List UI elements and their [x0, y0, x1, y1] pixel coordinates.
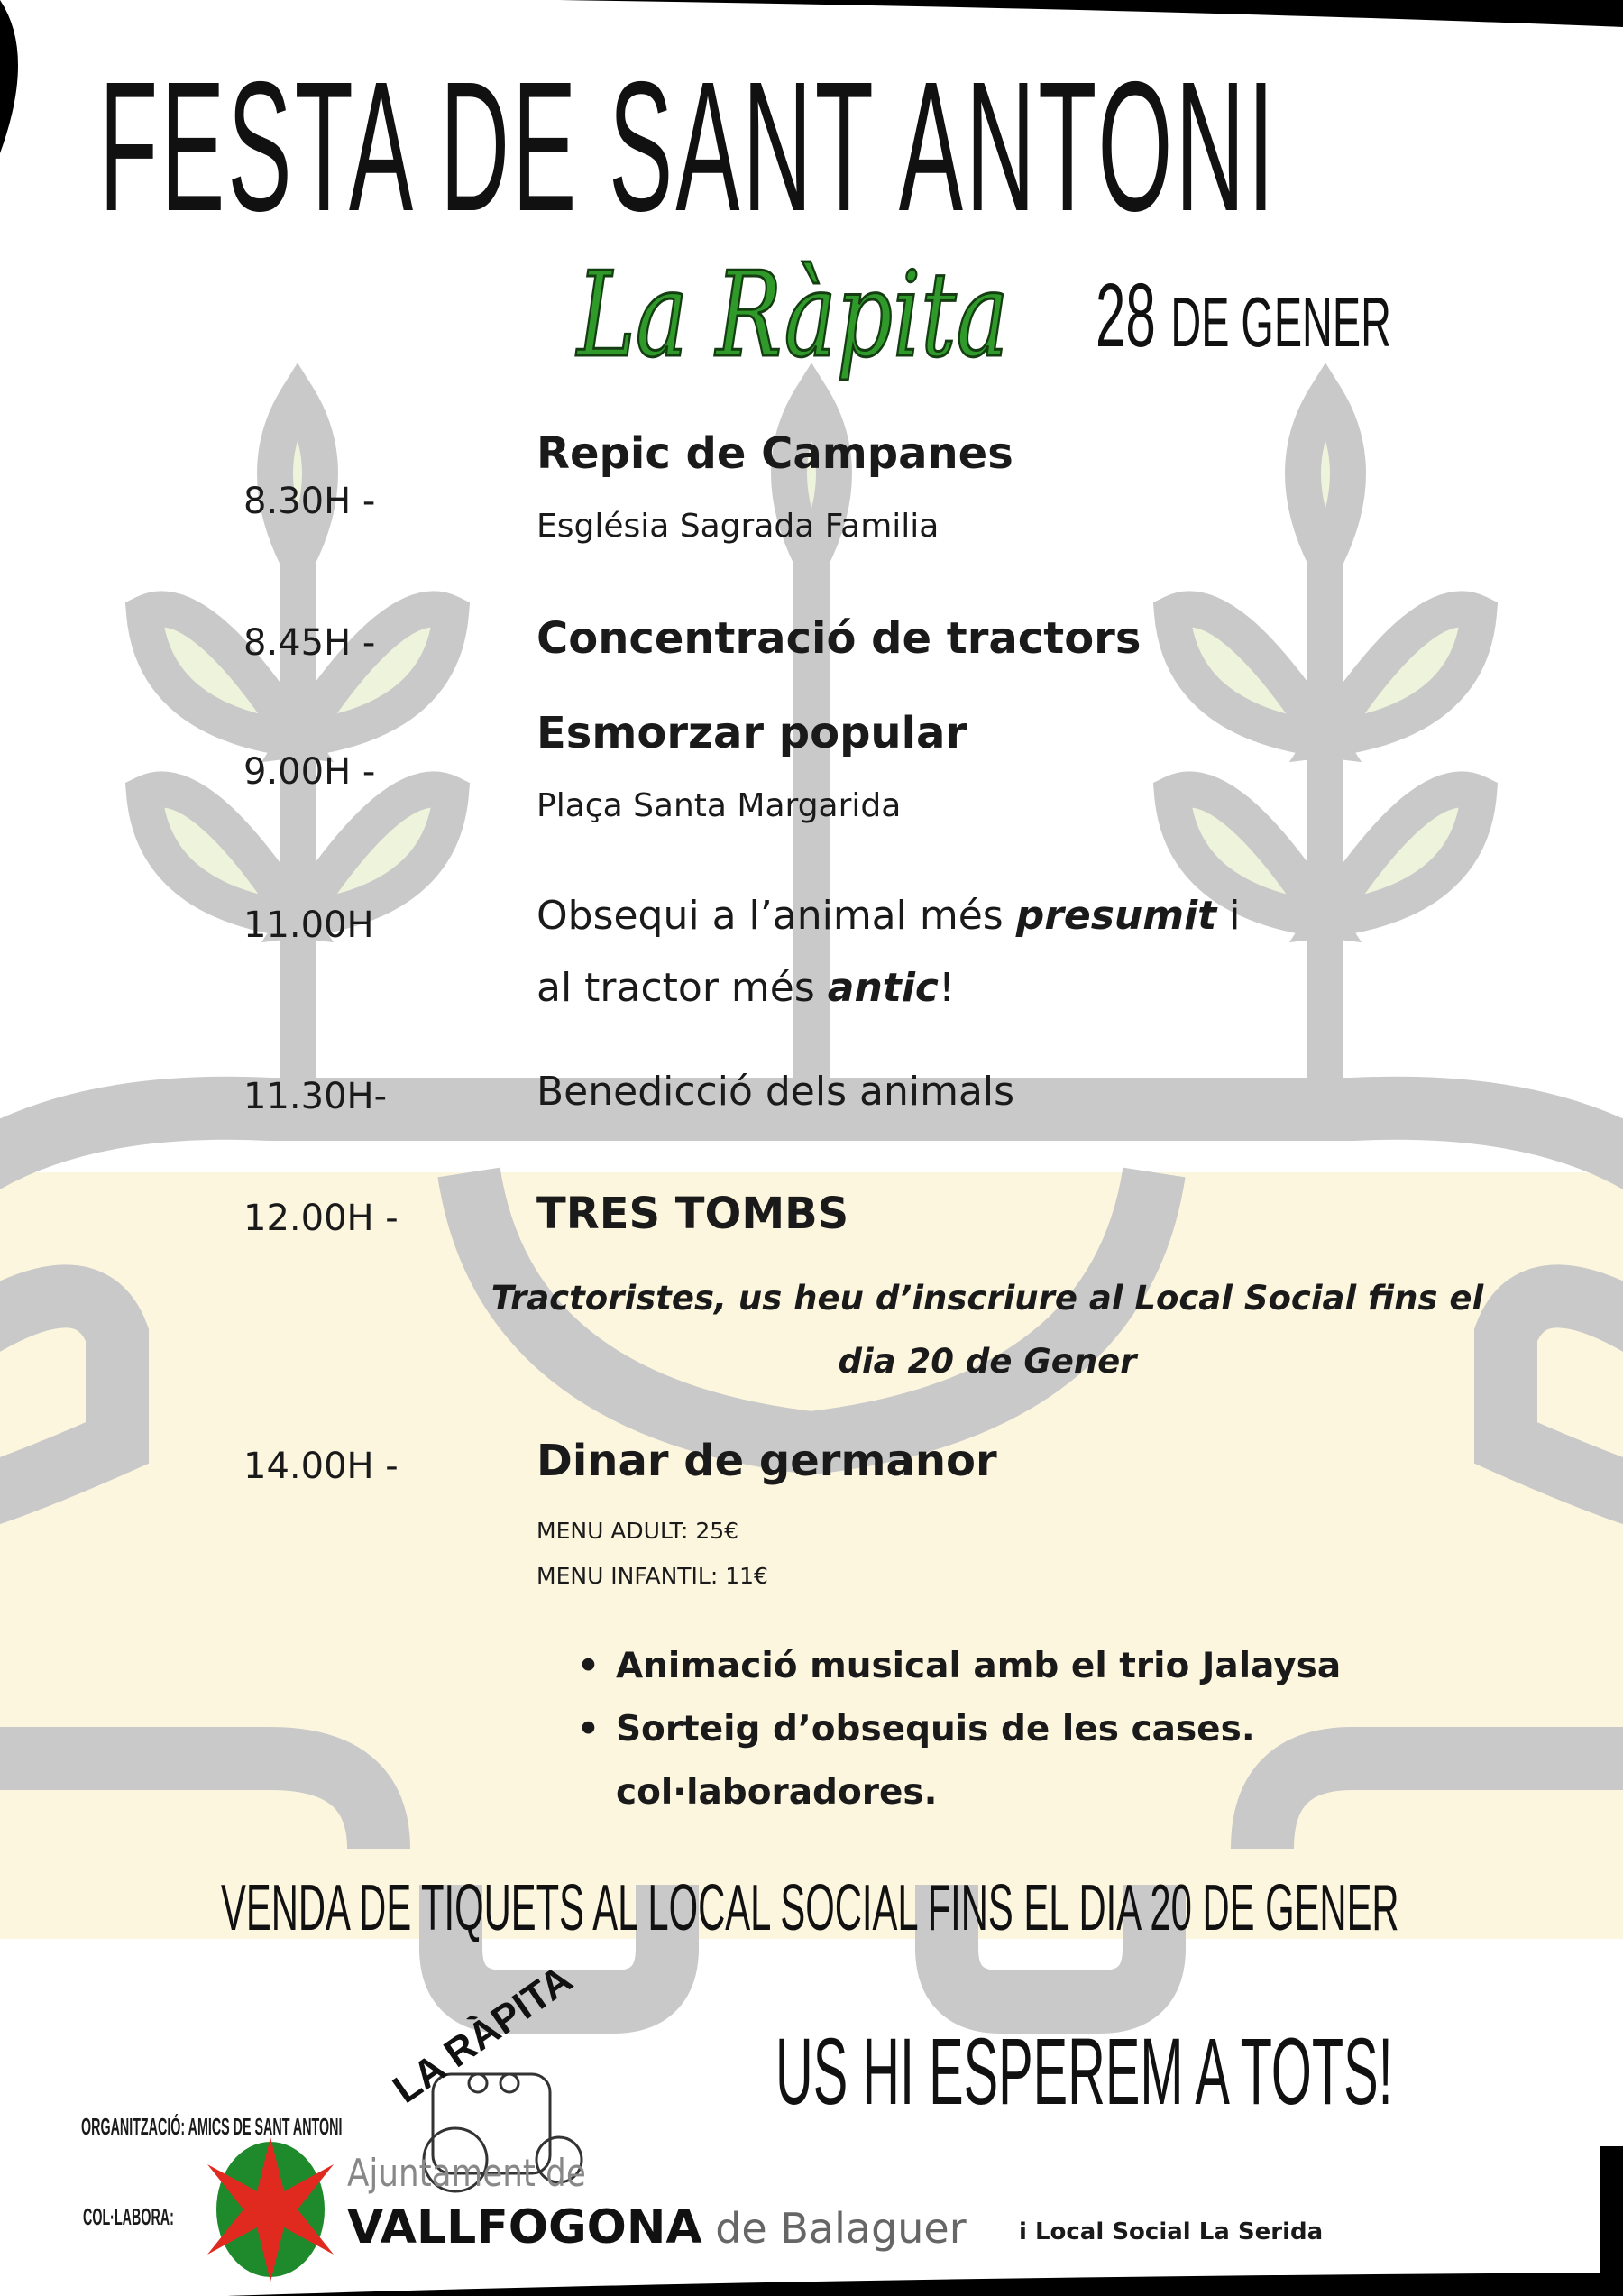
- tickets-note: [221, 1872, 1399, 1944]
- event-note-6: Tractoristes, us heu d’inscriure al Local Social fins el dia 20 de Gener: [491, 1279, 1484, 1381]
- bullet-text: Animació musical amb el trio Jalaysa: [615, 1646, 1342, 1686]
- top-edge-shadow: [559, 0, 1623, 27]
- text: al tractor més: [536, 965, 828, 1011]
- time-1: 8.30H -: [243, 481, 376, 522]
- poster-title: FESTA DE SANT ANTONI: [99, 43, 1278, 250]
- emphasis: presumit: [1015, 893, 1217, 939]
- tickets-text: VENDA DE TIQUETS AL LOCAL SOCIAL FINS EL DIA 20 DE GENER: [221, 1872, 1399, 1944]
- event-title-6: TRES TOMBS: [536, 1189, 849, 1239]
- menu-adult: MENU ADULT: 25€: [536, 1518, 739, 1544]
- menu-child: MENU INFANTIL: 11€: [536, 1563, 768, 1589]
- event-title-3: Esmorzar popular: [536, 708, 967, 758]
- council-name: [347, 2200, 967, 2255]
- bullet-continuation: col·laboradores.: [616, 1772, 938, 1813]
- collaborator-label: COL·LABORA:: [83, 2203, 174, 2230]
- organizer-credit: ORGANITZACIÓ: AMICS DE SANT ANTONI: [81, 2113, 343, 2140]
- closing-message: US HI ESPEREM A TOTS!: [775, 2019, 1393, 2125]
- emphasis: antic: [827, 965, 939, 1011]
- bottom-edge-shadow: [225, 2273, 1623, 2296]
- event-subtitle-1: Església Sagrada Familia: [536, 508, 940, 545]
- partner-credit: i Local Social La Serida: [1019, 2218, 1324, 2245]
- event-line-4b: [536, 965, 955, 1011]
- bullet-text: Sorteig d’obsequis de les cases.: [615, 1709, 1255, 1750]
- council-name-rest: de Balaguer: [701, 2204, 967, 2253]
- time-7: 14.00H -: [243, 1446, 399, 1487]
- event-title-7: Dinar de germanor: [536, 1436, 997, 1486]
- council-name-bold: VALLFOGONA: [347, 2200, 702, 2255]
- time-3: 9.00H -: [243, 751, 376, 793]
- event-title-5: Benedicció dels animals: [536, 1069, 1015, 1115]
- event-line-4a: [536, 893, 1240, 939]
- date-day: 28: [1096, 265, 1156, 366]
- left-edge-curve: [0, 0, 18, 153]
- event-subtitle-3: Plaça Santa Margarida: [536, 787, 902, 824]
- right-edge-shadow: [1600, 2146, 1623, 2296]
- event-title-1: Repic de Campanes: [536, 428, 1013, 479]
- text: !: [938, 965, 955, 1011]
- time-6: 12.00H -: [243, 1198, 399, 1239]
- bullet-item: • Animació musical amb el trio Jalaysa: [577, 1646, 1342, 1686]
- place-script-title: La Ràpita: [577, 246, 1009, 383]
- bullet-item: • Sorteig d’obsequis de les cases.: [577, 1709, 1255, 1750]
- vallfogona-star-logo: [207, 2137, 334, 2282]
- text: i: [1216, 893, 1241, 939]
- svg-text:LA RÀPITA: LA RÀPITA: [385, 1957, 581, 2112]
- event-title-2: Concentració de tractors: [536, 613, 1142, 664]
- time-4: 11.00H: [243, 905, 374, 946]
- time-5: 11.30H-: [243, 1076, 388, 1117]
- text: Obsequi a l’animal més: [536, 893, 1016, 939]
- date-month: DE GENER: [1170, 282, 1391, 362]
- council-line1: Ajuntament de: [347, 2151, 586, 2195]
- event-date: [1096, 265, 1391, 366]
- time-2: 8.45H -: [243, 622, 376, 664]
